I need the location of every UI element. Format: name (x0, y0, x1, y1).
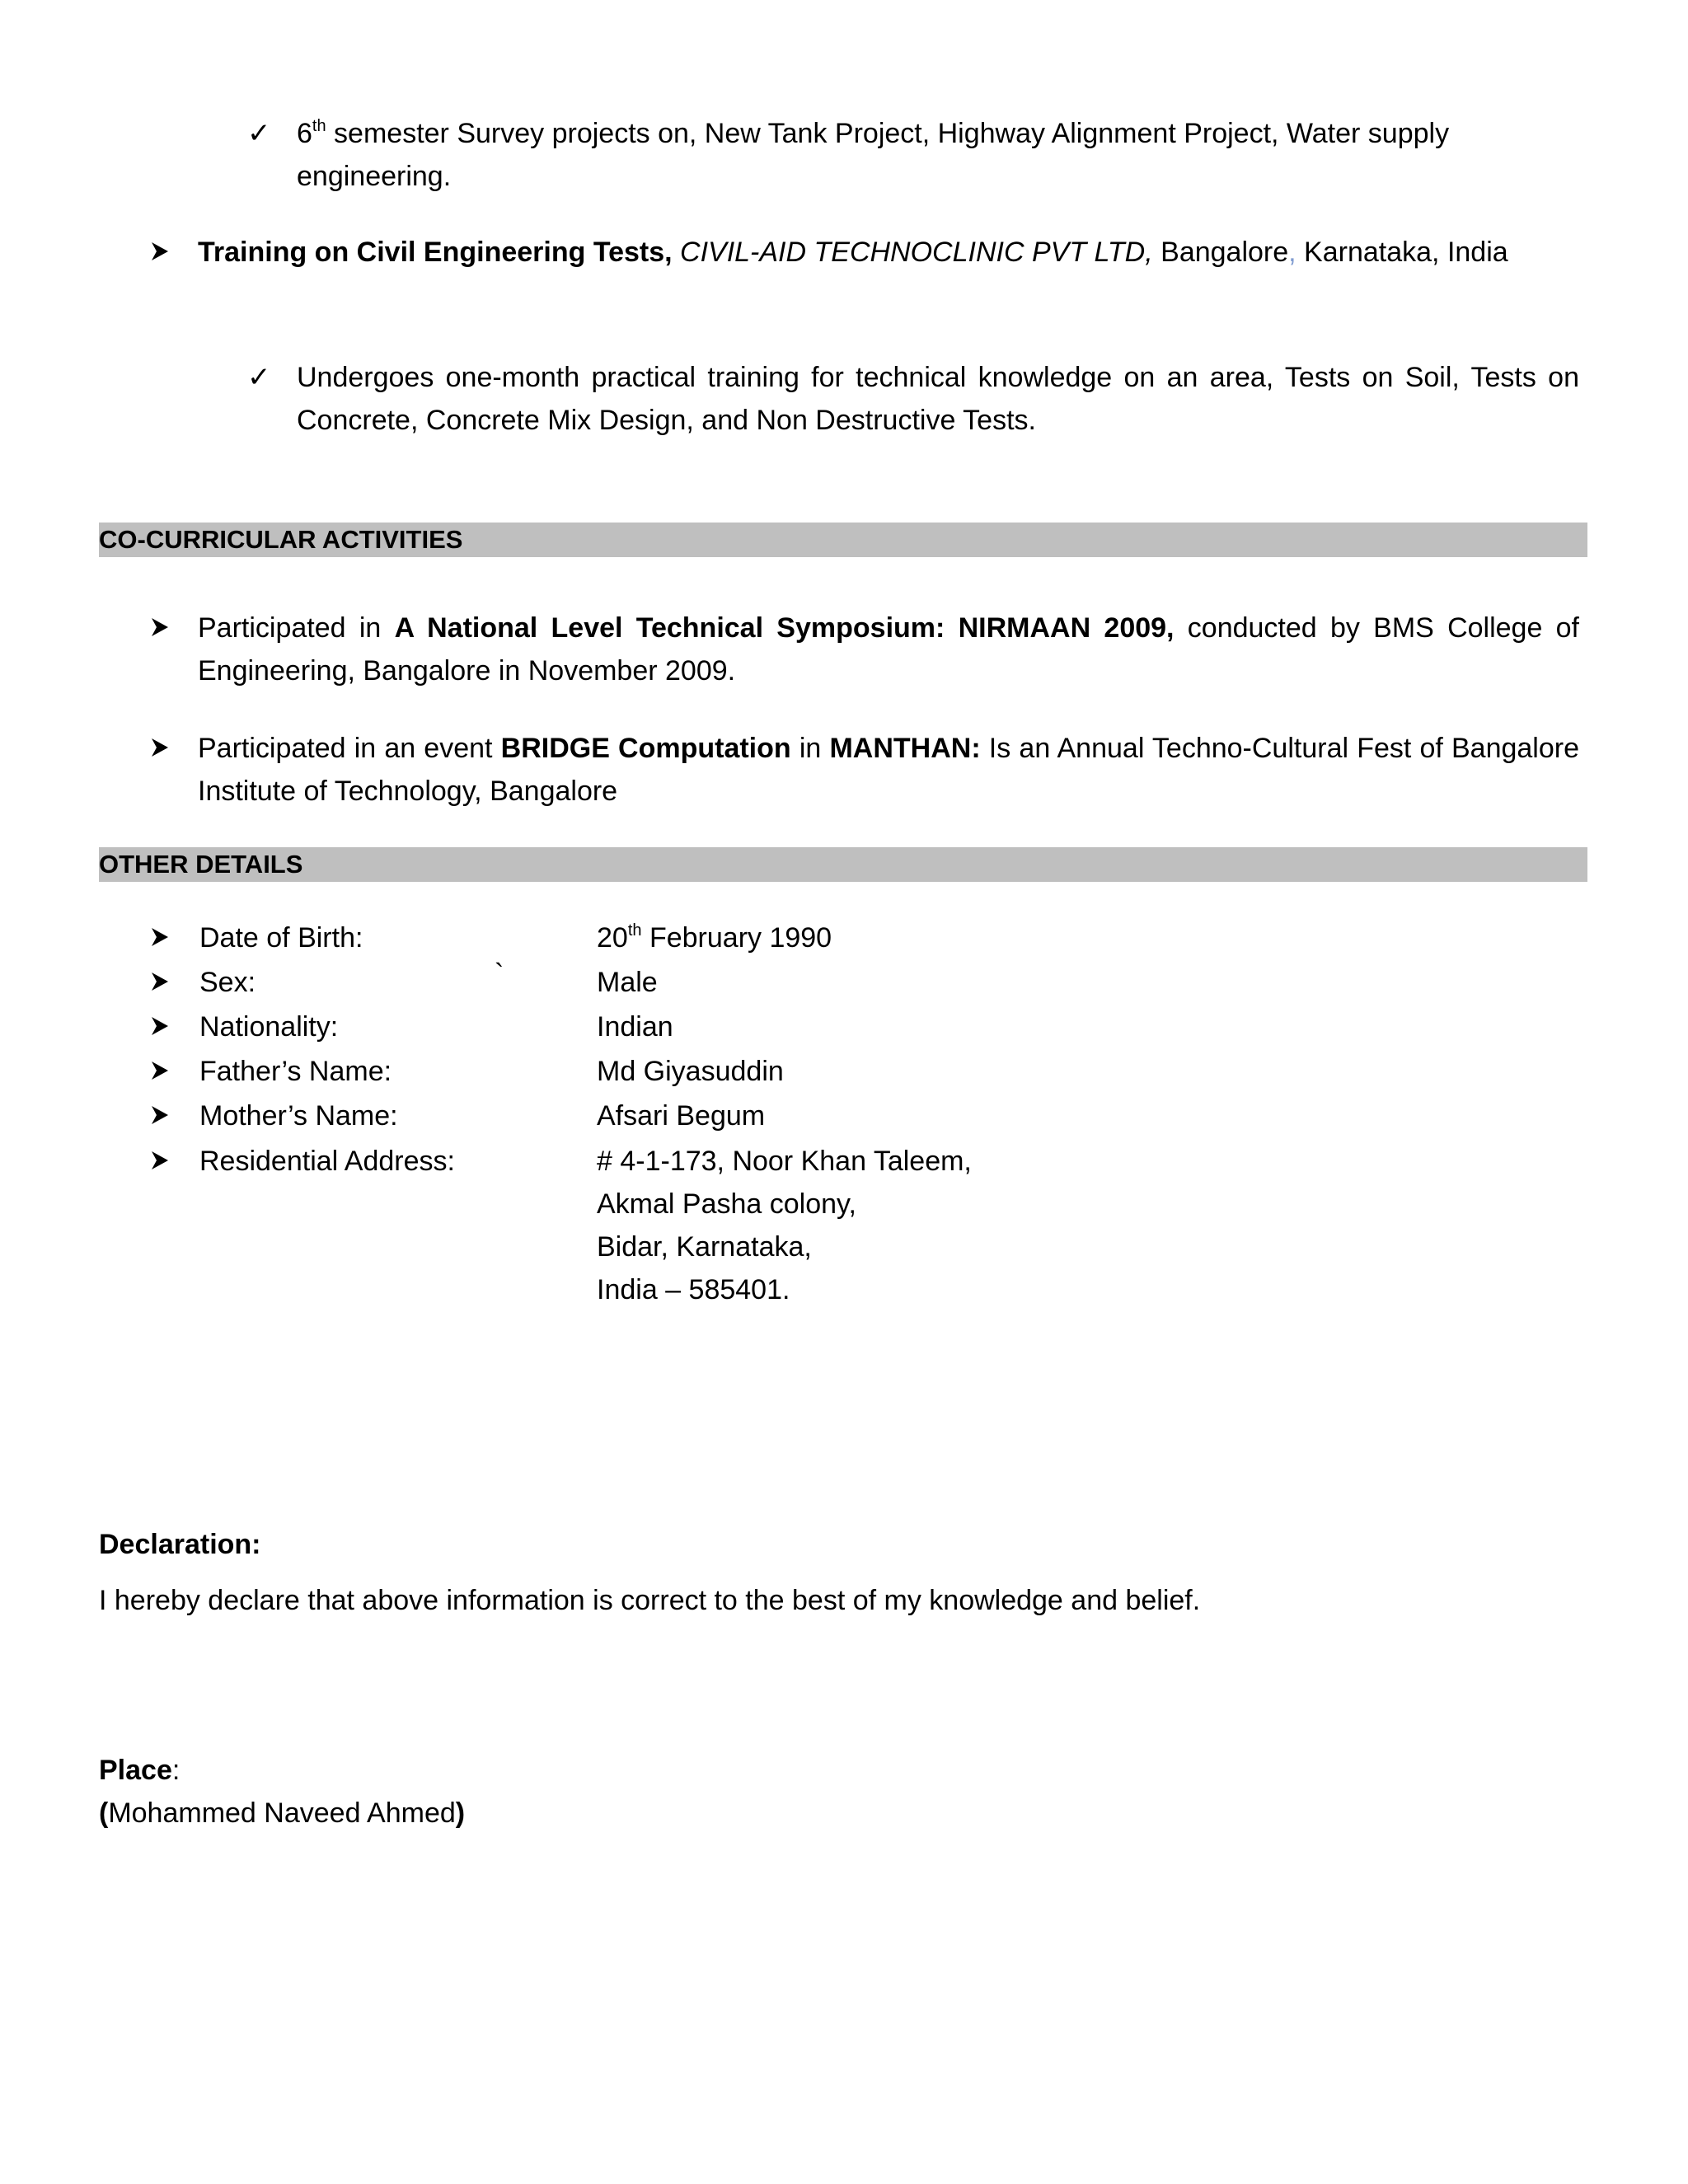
detail-label: Residential Address: (199, 1146, 455, 1177)
detail-value: Md Giyasuddin (597, 1056, 784, 1087)
activity-text: in (790, 733, 830, 764)
check-icon: ✓ (247, 362, 271, 393)
activity-text: conducted by BMS College of (1174, 612, 1579, 644)
activity-event-name: A National Level Technical Symposium: NIRMAAN 2009, (394, 612, 1175, 644)
survey-line-2: engineering. (297, 161, 452, 192)
training-city: Bangalore (1160, 237, 1289, 268)
training-line (198, 231, 1508, 274)
ordinal-number: 6 (297, 118, 312, 149)
stray-mark: ` (495, 958, 504, 990)
place-label: Place (99, 1755, 172, 1786)
arrow-bullet-icon (150, 231, 170, 262)
training-comma: , (1288, 237, 1296, 268)
detail-label: Mother’s Name: (199, 1100, 398, 1132)
arrow-bullet-icon (150, 1005, 170, 1037)
activity-2-line-1 (198, 727, 1579, 770)
arrow-bullet-icon (150, 916, 170, 948)
check-icon: ✓ (247, 118, 271, 149)
address-line: Bidar, Karnataka, (597, 1231, 812, 1263)
activity-1-line-2: Engineering, Bangalore in November 2009. (198, 655, 736, 687)
training-company: CIVIL-AID TECHNOCLINIC PVT LTD, (680, 237, 1153, 268)
arrow-bullet-icon (150, 1140, 170, 1171)
training-detail-text: Undergoes one-month practical training for technical knowledge on an area, Tests on Soil, Tests on (297, 362, 1579, 393)
survey-text: semester Survey projects on, New Tank Project, Highway Alignment Project, Water supply (326, 118, 1450, 149)
activity-text: Participated in (198, 612, 395, 644)
open-paren: ( (99, 1797, 109, 1829)
applicant-name: Mohammed Naveed Ahmed (108, 1797, 456, 1829)
survey-line-1 (297, 112, 1449, 155)
activity-1-line-1 (198, 607, 1579, 649)
training-title: Training on Civil Engineering Tests, (198, 237, 673, 268)
arrow-bullet-icon (150, 607, 170, 638)
training-detail-line-2: Concrete, Concrete Mix Design, and Non Destructive Tests. (297, 405, 1036, 436)
section-header-other-details (99, 847, 1587, 882)
address-line: India – 585401. (597, 1274, 790, 1305)
dob-day: 20 (597, 922, 628, 954)
detail-label: Father’s Name: (199, 1056, 392, 1087)
activity-event-name: BRIDGE Computation (500, 733, 791, 764)
dob-suffix: th (627, 921, 642, 940)
detail-label: Date of Birth: (199, 922, 363, 954)
declaration-text: I hereby declare that above information is correct to the best of my knowledge and belief. (99, 1585, 1201, 1616)
activity-text: Participated in an event (198, 733, 501, 764)
dob-month-year: February 1990 (641, 922, 832, 954)
section-title: CO-CURRICULAR ACTIVITIES (99, 525, 463, 554)
place-line (99, 1749, 180, 1792)
detail-label: Sex: (199, 967, 256, 998)
arrow-bullet-icon (150, 1094, 170, 1126)
arrow-bullet-icon (150, 1050, 170, 1081)
address-line: Akmal Pasha colony, (597, 1188, 856, 1220)
close-paren: ) (455, 1797, 466, 1829)
detail-label: Nationality: (199, 1011, 339, 1043)
activity-2-line-2: Institute of Technology, Bangalore (198, 776, 618, 807)
detail-value: Afsari Begum (597, 1100, 766, 1132)
detail-value: Indian (597, 1011, 673, 1043)
address-line: # 4-1-173, Noor Khan Taleem, (597, 1146, 972, 1177)
signature-name (99, 1792, 465, 1835)
arrow-bullet-icon (150, 961, 170, 992)
activity-text: Is an Annual Techno-Cultural Fest of Bangalore (980, 733, 1579, 764)
section-header-co-curricular (99, 523, 1587, 557)
ordinal-suffix: th (312, 117, 326, 135)
training-location: Karnataka, India (1296, 237, 1508, 268)
section-title: OTHER DETAILS (99, 850, 303, 879)
place-colon: : (171, 1755, 181, 1786)
declaration-heading: Declaration: (99, 1529, 261, 1560)
activity-fest-name: MANTHAN: (829, 733, 981, 764)
detail-value: Male (597, 967, 658, 998)
arrow-bullet-icon (150, 727, 170, 758)
detail-value-dob (597, 916, 832, 959)
